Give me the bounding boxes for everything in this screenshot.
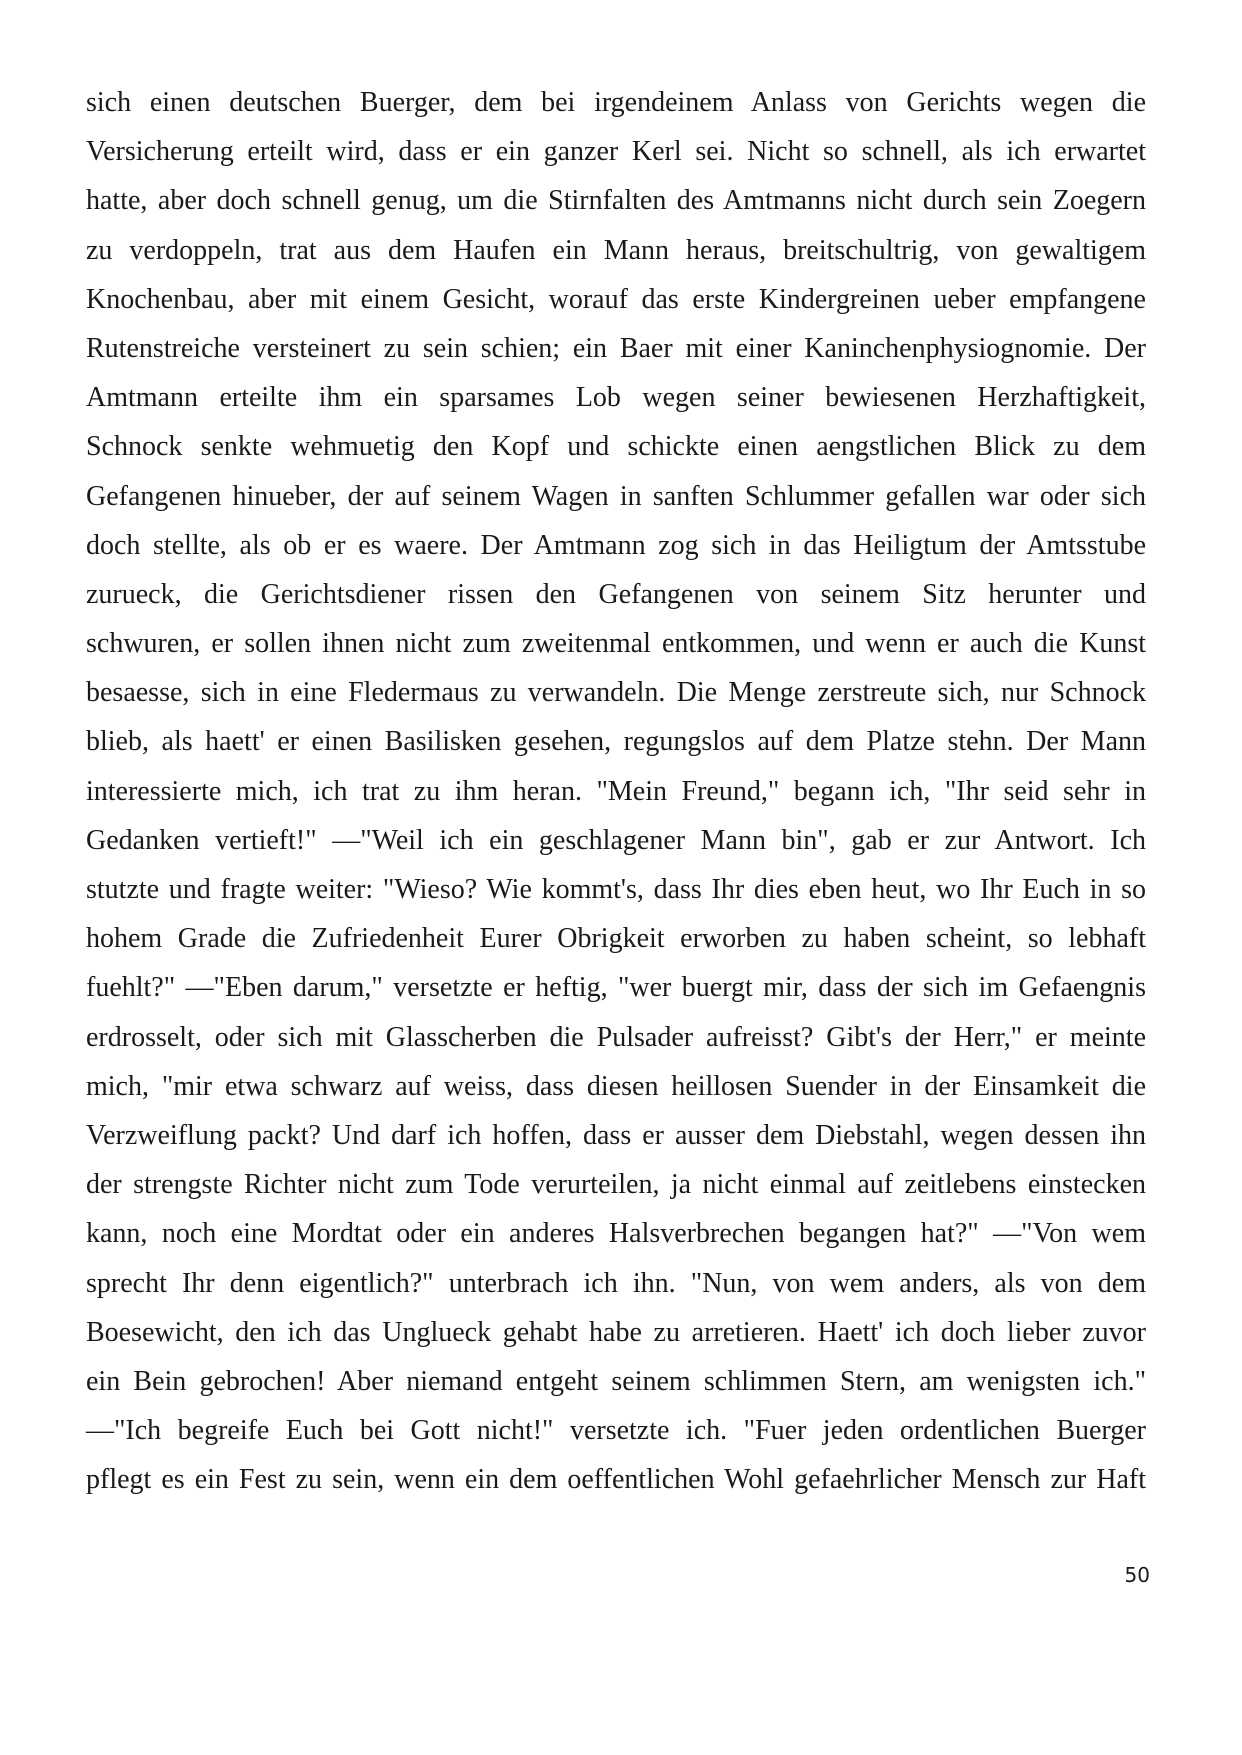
text-line: Schnock senkte wehmuetig den Kopf und schickte einen aengstlichen Blick zu dem [86,431,1146,463]
text-line: pflegt es ein Fest zu sein, wenn ein dem oeffentlichen Wohl gefaehrlicher Mensch zur Haft [86,1464,1146,1496]
text-line: kann, noch eine Mordtat oder ein anderes Halsverbrechen begangen hat?" —"Von wem [86,1218,1146,1250]
text-line: besaesse, sich in eine Fledermaus zu verwandeln. Die Menge zerstreute sich, nur Schnock [86,677,1146,709]
text-line: Gedanken vertieft!" —"Weil ich ein geschlagener Mann bin", gab er zur Antwort. Ich [86,824,1146,856]
text-line: doch stellte, als ob er es waere. Der Amtmann zog sich in das Heiligtum der Amtsstube [86,529,1146,561]
text-line: zu verdoppeln, trat aus dem Haufen ein Mann heraus, breitschultrig, von gewaltigem [86,234,1146,266]
text-line: sich einen deutschen Buerger, dem bei irgendeinem Anlass von Gerichts wegen die [86,87,1146,118]
body-text [86,78,1146,1504]
text-line: sprecht Ihr denn eigentlich?" unterbrach ich ihn. "Nun, von wem anders, als von dem [86,1267,1146,1299]
text-line: stutzte und fragte weiter: "Wieso? Wie kommt's, dass Ihr dies eben heut, wo Ihr Euch in so [86,874,1146,905]
text-line: Boesewicht, den ich das Unglueck gehabt habe zu arretieren. Haett' ich doch lieber zuvor [86,1316,1146,1348]
text-line: hatte, aber doch schnell genug, um die Stirnfalten des Amtmanns nicht durch sein Zoegern [86,185,1146,217]
text-line: schwuren, er sollen ihnen nicht zum zweitenmal entkommen, und wenn er auch die Kunst [86,628,1146,660]
text-line: der strengste Richter nicht zum Tode verurteilen, ja nicht einmal auf zeitlebens einstecken [86,1169,1146,1201]
text-line: mich, "mir etwa schwarz auf weiss, dass diesen heillosen Suender in der Einsamkeit die [86,1070,1146,1102]
text-line: interessierte mich, ich trat zu ihm heran. "Mein Freund," begann ich, "Ihr seid sehr in [86,775,1146,807]
text-line: blieb, als haett' er einen Basilisken gesehen, regungslos auf dem Platze stehn. Der Mann [86,726,1146,758]
text-line: Amtmann erteilte ihm ein sparsames Lob wegen seiner bewiesenen Herzhaftigkeit, [86,382,1146,414]
text-line: Verzweiflung packt? Und darf ich hoffen, dass er ausser dem Diebstahl, wegen dessen ihn [86,1119,1146,1151]
text-line: hohem Grade die Zufriedenheit Eurer Obrigkeit erworben zu haben scheint, so lebhaft [86,923,1146,955]
text-line: Rutenstreiche versteinert zu sein schien; ein Baer mit einer Kaninchenphysiognomie. Der [86,332,1146,364]
text-line: Gefangenen hinueber, der auf seinem Wagen in sanften Schlummer gefallen war oder sich [86,480,1146,512]
page-number: 50 [1124,1563,1150,1587]
text-line: fuehlt?" —"Eben darum," versetzte er heftig, "wer buergt mir, dass der sich im Gefaengnis [86,972,1146,1004]
text-line: ein Bein gebrochen! Aber niemand entgeht seinem schlimmen Stern, am wenigsten ich." [86,1365,1146,1397]
text-line: Knochenbau, aber mit einem Gesicht, worauf das erste Kindergreinen ueber empfangene [86,283,1146,315]
text-line: zurueck, die Gerichtsdiener rissen den Gefangenen von seinem Sitz herunter und [86,578,1146,610]
text-line: —"Ich begreife Euch bei Gott nicht!" versetzte ich. "Fuer jeden ordentlichen Buerger [86,1415,1146,1447]
text-line: erdrosselt, oder sich mit Glasscherben die Pulsader aufreisst? Gibt's der Herr," er meinte [86,1021,1146,1053]
text-line: Versicherung erteilt wird, dass er ein ganzer Kerl sei. Nicht so schnell, als ich erwartet [86,136,1146,168]
